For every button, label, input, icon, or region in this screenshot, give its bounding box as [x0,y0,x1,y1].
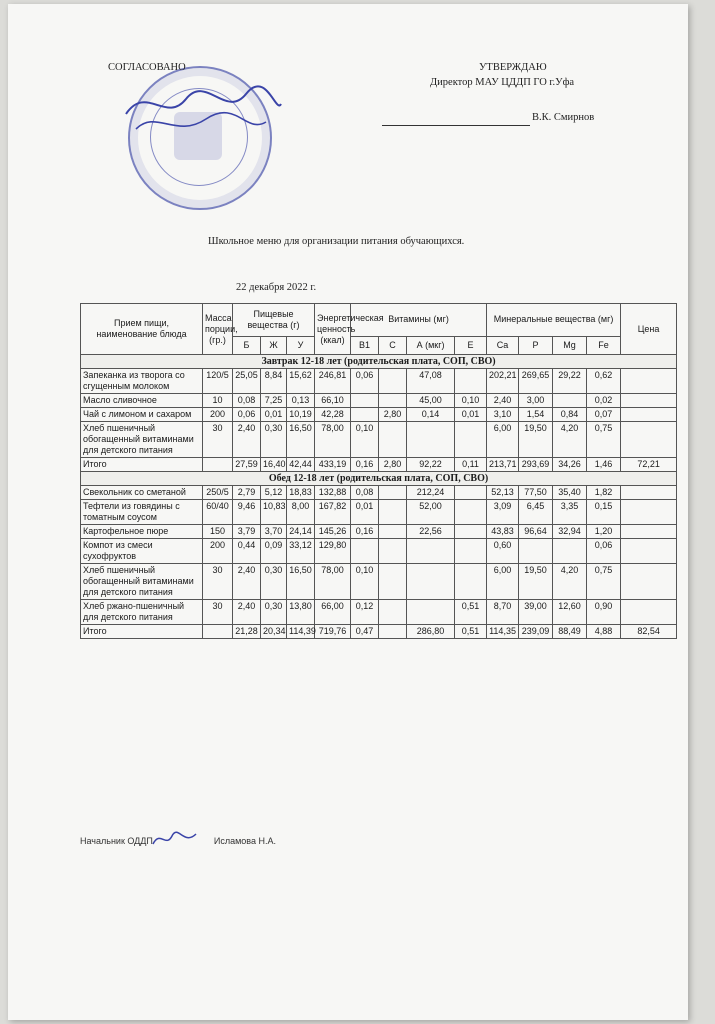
value-cell [379,625,407,639]
value-cell: 47,08 [407,369,455,394]
section-title: Завтрак 12-18 лет (родительская плата, СОП, СВО) [81,355,677,369]
value-cell [455,422,487,458]
value-cell: 8,00 [287,500,315,525]
menu-table [80,303,677,639]
value-cell: 42,44 [287,458,315,472]
value-cell [379,394,407,408]
value-cell: 1,20 [587,525,621,539]
approval-signature-line [382,125,530,126]
value-cell [621,539,677,564]
menu-table-body [81,355,677,639]
value-cell [379,369,407,394]
table-row [81,525,677,539]
value-cell [519,539,553,564]
value-cell: 3,35 [553,500,587,525]
value-cell: 0,01 [455,408,487,422]
value-cell: 212,24 [407,486,455,500]
value-cell [379,422,407,458]
value-cell: 0,51 [455,625,487,639]
header-fe: Fe [587,336,621,354]
value-cell: 45,00 [407,394,455,408]
value-cell: 29,22 [553,369,587,394]
value-cell [379,486,407,500]
value-cell: 0,08 [233,394,261,408]
value-cell: 0,75 [587,564,621,600]
value-cell: 8,70 [487,600,519,625]
value-cell: 4,88 [587,625,621,639]
value-cell: 92,22 [407,458,455,472]
value-cell: 0,30 [261,600,287,625]
value-cell [455,525,487,539]
table-row [81,422,677,458]
approval-right-position: Директор МАУ ЦДДП ГО г.Уфа [430,77,575,88]
value-cell [407,564,455,600]
value-cell: 114,35 [487,625,519,639]
header-protein: Б [233,336,261,354]
value-cell [379,500,407,525]
header-name: Прием пищи, наименование блюда [81,304,203,355]
value-cell [203,625,233,639]
value-cell: 0,75 [587,422,621,458]
header-mass: Масса порции, (гр.) [203,304,233,355]
value-cell: 0,30 [261,564,287,600]
value-cell: 9,46 [233,500,261,525]
value-cell [379,539,407,564]
value-cell: 7,25 [261,394,287,408]
value-cell: 2,80 [379,458,407,472]
value-cell: 25,05 [233,369,261,394]
value-cell: 4,20 [553,422,587,458]
value-cell: 3,70 [261,525,287,539]
document-page [8,4,688,1020]
value-cell [351,539,379,564]
value-cell: 18,83 [287,486,315,500]
value-cell: 0,11 [455,458,487,472]
value-cell: 0,15 [587,500,621,525]
dish-name-cell: Итого [81,458,203,472]
value-cell: 0,09 [261,539,287,564]
value-cell: 0,90 [587,600,621,625]
value-cell: 0,62 [587,369,621,394]
value-cell: 34,26 [553,458,587,472]
value-cell: 0,60 [487,539,519,564]
value-cell [351,408,379,422]
value-cell: 78,00 [315,422,351,458]
dish-name-cell: Чай с лимоном и сахаром [81,408,203,422]
value-cell: 13,80 [287,600,315,625]
value-cell: 0,12 [351,600,379,625]
value-cell: 3,09 [487,500,519,525]
value-cell: 719,76 [315,625,351,639]
value-cell: 200 [203,539,233,564]
value-cell: 88,49 [553,625,587,639]
header-nutrients: Пищевые вещества (г) [233,304,315,337]
value-cell: 96,64 [519,525,553,539]
value-cell: 52,13 [487,486,519,500]
value-cell: 1,82 [587,486,621,500]
value-cell: 120/5 [203,369,233,394]
value-cell [621,600,677,625]
value-cell: 0,01 [261,408,287,422]
value-cell [379,564,407,600]
value-cell: 269,65 [519,369,553,394]
value-cell: 16,50 [287,564,315,600]
value-cell: 16,40 [261,458,287,472]
value-cell: 78,00 [315,564,351,600]
value-cell: 39,00 [519,600,553,625]
footer-name: Исламова Н.А. [213,836,276,846]
value-cell: 2,40 [233,422,261,458]
value-cell: 66,00 [315,600,351,625]
value-cell: 6,45 [519,500,553,525]
document-date: 22 декабря 2022 г. [236,282,317,293]
value-cell [407,539,455,564]
table-row [81,539,677,564]
value-cell: 19,50 [519,564,553,600]
value-cell: 0,01 [351,500,379,525]
value-cell: 6,00 [487,564,519,600]
value-cell [455,564,487,600]
value-cell: 202,21 [487,369,519,394]
header-vit-b1: В1 [351,336,379,354]
value-cell: 12,60 [553,600,587,625]
value-cell: 0,07 [587,408,621,422]
header-carbs: У [287,336,315,354]
header-energy: Энергетическая ценность (ккал) [315,304,351,355]
dish-name-cell: Хлеб пшеничный обогащенный витаминами для детского питания [81,564,203,600]
value-cell: 3,79 [233,525,261,539]
value-cell [621,486,677,500]
value-cell: 0,10 [351,564,379,600]
value-cell: 32,94 [553,525,587,539]
header-minerals: Минеральные вещества (мг) [487,304,621,337]
value-cell: 213,71 [487,458,519,472]
value-cell: 239,09 [519,625,553,639]
footer-position: Начальник ОДДП [80,836,153,846]
value-cell: 250/5 [203,486,233,500]
value-cell: 0,06 [587,539,621,564]
value-cell [455,369,487,394]
value-cell: 0,44 [233,539,261,564]
value-cell: 1,54 [519,408,553,422]
value-cell: 27,59 [233,458,261,472]
value-cell: 16,50 [287,422,315,458]
table-row [81,500,677,525]
header-vit-a: А (мкг) [407,336,455,354]
dish-name-cell: Итого [81,625,203,639]
table-row [81,564,677,600]
value-cell: 114,39 [287,625,315,639]
value-cell: 33,12 [287,539,315,564]
value-cell [407,600,455,625]
approval-right-label: УТВЕРЖДАЮ [479,62,547,73]
value-cell: 19,50 [519,422,553,458]
section-title: Обед 12-18 лет (родительская плата, СОП, СВО) [81,472,677,486]
value-cell [351,394,379,408]
value-cell: 200 [203,408,233,422]
dish-name-cell: Запеканка из творога со сгущенным молоком [81,369,203,394]
value-cell: 0,51 [455,600,487,625]
value-cell [621,500,677,525]
value-cell: 30 [203,564,233,600]
dish-name-cell: Хлеб ржано-пшеничный для детского питания [81,600,203,625]
value-cell [379,600,407,625]
value-cell: 0,84 [553,408,587,422]
footer-signature [150,826,200,850]
value-cell: 52,00 [407,500,455,525]
header-vit-e: Е [455,336,487,354]
dish-name-cell: Хлеб пшеничный обогащенный витаминами для детского питания [81,422,203,458]
value-cell: 145,26 [315,525,351,539]
dish-name-cell: Компот из смеси сухофруктов [81,539,203,564]
value-cell: 129,80 [315,539,351,564]
value-cell: 35,40 [553,486,587,500]
header-price: Цена [621,304,677,355]
value-cell: 21,28 [233,625,261,639]
value-cell: 0,16 [351,525,379,539]
value-cell: 1,46 [587,458,621,472]
table-row [81,486,677,500]
dish-name-cell: Масло сливочное [81,394,203,408]
value-cell: 10,83 [261,500,287,525]
value-cell [379,525,407,539]
value-cell: 0,47 [351,625,379,639]
value-cell: 66,10 [315,394,351,408]
value-cell [455,539,487,564]
dish-name-cell: Картофельное пюре [81,525,203,539]
value-cell: 72,21 [621,458,677,472]
value-cell: 8,84 [261,369,287,394]
value-cell: 60/40 [203,500,233,525]
value-cell: 42,28 [315,408,351,422]
value-cell: 0,30 [261,422,287,458]
value-cell: 246,81 [315,369,351,394]
header-vit-c: С [379,336,407,354]
value-cell: 0,06 [233,408,261,422]
value-cell: 0,13 [287,394,315,408]
value-cell: 0,08 [351,486,379,500]
value-cell: 20,34 [261,625,287,639]
value-cell: 82,54 [621,625,677,639]
value-cell: 3,10 [487,408,519,422]
total-row [81,625,677,639]
value-cell: 0,10 [351,422,379,458]
value-cell: 0,06 [351,369,379,394]
value-cell: 10 [203,394,233,408]
value-cell [621,408,677,422]
value-cell [455,486,487,500]
header-fat: Ж [261,336,287,354]
value-cell [553,394,587,408]
value-cell: 15,62 [287,369,315,394]
value-cell: 2,40 [487,394,519,408]
table-row [81,369,677,394]
dish-name-cell: Тефтели из говядины с томатным соусом [81,500,203,525]
header-ca: Ca [487,336,519,354]
value-cell: 77,50 [519,486,553,500]
value-cell: 4,20 [553,564,587,600]
value-cell: 30 [203,600,233,625]
value-cell [621,394,677,408]
value-cell [455,500,487,525]
table-row [81,394,677,408]
value-cell: 167,82 [315,500,351,525]
value-cell: 0,10 [455,394,487,408]
value-cell: 2,79 [233,486,261,500]
value-cell: 132,88 [315,486,351,500]
value-cell: 2,40 [233,564,261,600]
header-vitamins: Витамины (мг) [351,304,487,337]
value-cell: 3,00 [519,394,553,408]
value-cell: 22,56 [407,525,455,539]
value-cell: 5,12 [261,486,287,500]
value-cell: 0,02 [587,394,621,408]
value-cell: 286,80 [407,625,455,639]
table-row [81,600,677,625]
approval-right-name: В.К. Смирнов [532,112,595,123]
value-cell [621,369,677,394]
value-cell: 24,14 [287,525,315,539]
value-cell: 10,19 [287,408,315,422]
value-cell [621,422,677,458]
value-cell: 30 [203,422,233,458]
value-cell: 6,00 [487,422,519,458]
value-cell: 433,19 [315,458,351,472]
approval-signature [116,74,286,144]
value-cell [407,422,455,458]
value-cell: 0,14 [407,408,455,422]
value-cell: 2,40 [233,600,261,625]
header-p: P [519,336,553,354]
value-cell [203,458,233,472]
section-header-row [81,355,677,369]
table-row [81,408,677,422]
value-cell [621,564,677,600]
section-header-row [81,472,677,486]
header-mg: Mg [553,336,587,354]
dish-name-cell: Свекольник со сметаной [81,486,203,500]
document-title: Школьное меню для организации питания обучающихся. [208,236,465,247]
value-cell: 43,83 [487,525,519,539]
value-cell [553,539,587,564]
value-cell: 2,80 [379,408,407,422]
value-cell: 293,69 [519,458,553,472]
total-row [81,458,677,472]
value-cell: 0,16 [351,458,379,472]
value-cell: 150 [203,525,233,539]
approval-left-label: СОГЛАСОВАНО [108,62,186,73]
value-cell [621,525,677,539]
